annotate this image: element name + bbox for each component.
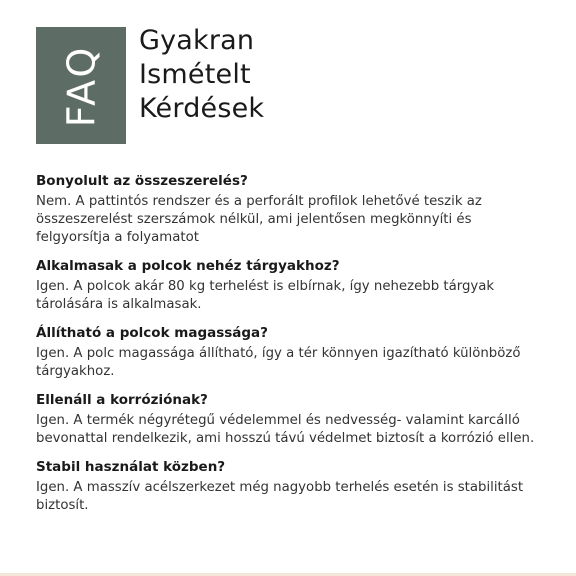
faq-answer: Igen. A polcok akár 80 kg terhelést is elbírnak, így nehezebb tárgyak tárolására is alkalmasak. [36,279,495,312]
faq-answer: Igen. A polc magassága állítható, így a tér könnyen igazítható különböző tárgyakhoz. [36,346,521,379]
faq-item [36,257,546,314]
faq-question: Bonyolult az összeszerelés? [36,173,248,189]
title-line-1: Gyakran [139,25,255,56]
faq-answer: Igen. A masszív acélszerkezet még nagyobb terhelés esetén is stabilitást biztosít. [36,480,524,513]
faq-question: Állítható a polcok magassága? [36,325,268,341]
faq-item [36,324,546,381]
faq-question: Stabil használat közben? [36,459,226,475]
title-line-3: Kérdések [139,93,265,124]
faq-question: Alkalmasak a polcok nehéz tárgyakhoz? [36,258,340,274]
faq-item [36,172,546,247]
faq-list [36,172,546,525]
faq-question: Ellenáll a korróziónak? [36,392,208,408]
page-title [139,24,264,126]
faq-answer: Nem. A pattintós rendszer és a perforált profilok lehetővé teszik az összeszerelést szerszámok nélkül, ami jelentősen megkönnyíti és felgyorsítja a folyamatot [36,194,482,245]
faq-badge-text: FAQ [58,44,103,127]
faq-item [36,458,546,515]
faq-answer: Igen. A termék négyrétegű védelemmel és nedvesség- valamint karcálló bevonattal rendelkezik, ami hosszú távú védelmet biztosít a korrózió ellen. [36,413,535,446]
faq-badge [36,27,126,144]
faq-item [36,391,546,448]
title-line-2: Ismételt [139,59,251,90]
